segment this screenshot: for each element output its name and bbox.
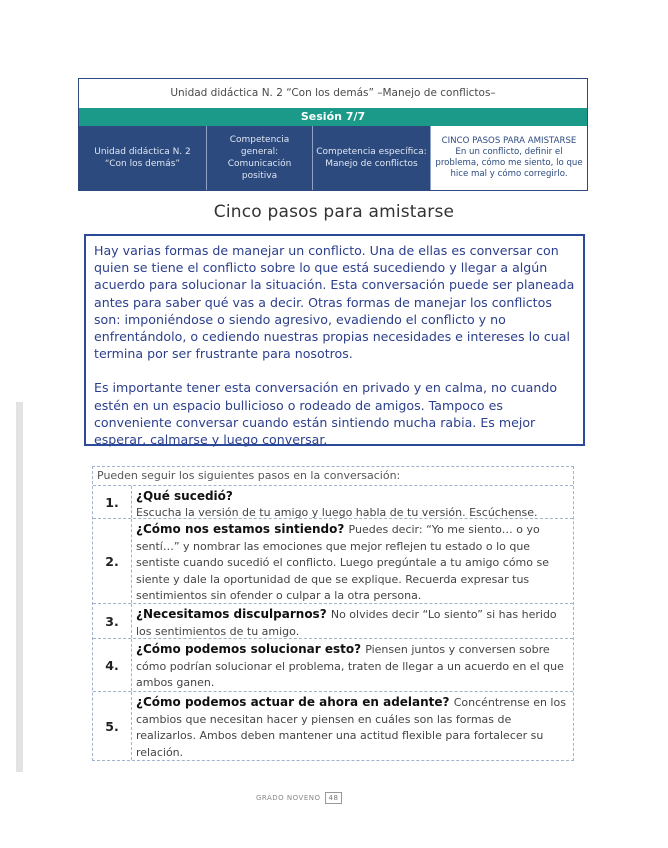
table-row [93, 692, 573, 760]
step-title: ¿Necesitamos disculparnos? [136, 607, 331, 621]
session-header-table [78, 78, 588, 191]
intro-paragraph: Hay varias formas de manejar un conflicto. Una de ellas es conversar con quien se tiene el conflicto sobre lo que está sucediendo y llegar a algún acuerdo para solucionar la situación. Esta conversación puede ser planeada antes para saber qué vas a decir. Otras formas de manejar los conflictos son: imponiéndose o siendo agresivo, evadiendo el conflicto y no enfrentándolo, o cediendo nuestras propias necesidades e intereses lo cual termina por ser frustrante para nosotros. [94, 243, 575, 362]
step-title: ¿Cómo podemos actuar de ahora en adelante? [136, 695, 454, 709]
step-number: 5. [93, 692, 132, 760]
intro-paragraph: Es importante tener esta conversación en privado y en calma, no cuando estén en un espacio bullicioso o rodeado de amigos. Tampoco es conveniente conversar cuando están sintiendo mucha rabia. Es mejor esperar, calmarse y luego conversar. [94, 380, 558, 448]
unit-cell [79, 126, 207, 190]
header-info-row [79, 126, 587, 190]
page-edge-bar [16, 402, 23, 772]
session-label: Sesión 7/7 [79, 108, 587, 126]
table-row [93, 604, 573, 639]
step-description: Puedes decir: “Yo me siento… o yo sentí…” y nombrar las emociones que mejor reflejen tu estado o lo que sentiste cuando sucedió el conflicto. Luego pregúntale a tu amigo cómo se siente y dale la oportunidad de que se explique. Recuerda expresar tus sentimientos sin ofender o culpar a la otra persona. [136, 523, 549, 603]
step-number: 1. [93, 486, 132, 518]
general-competence-line: positiva [241, 171, 278, 181]
unit-cell-line: Unidad didáctica N. 2 [94, 147, 191, 157]
steps-table [92, 466, 574, 761]
general-competence-line: Competencia general: [229, 135, 290, 157]
step-content [132, 604, 573, 638]
general-competence-cell [207, 126, 313, 190]
step-description: No olvides decir “Lo siento” si has herido los sentimientos de tu amigo. [136, 608, 557, 638]
specific-competence-cell [313, 126, 431, 190]
specific-competence-line: Manejo de conflictos [325, 159, 418, 169]
objective-body: En un conflicto, definir el problema, cómo me siento, lo que hice mal y cómo corregirlo. [435, 147, 583, 179]
specific-competence-line: Competencia específica: [316, 147, 427, 157]
objective-title: CINCO PASOS PARA AMISTARSE [441, 136, 577, 146]
page-number: 48 [325, 792, 343, 804]
step-description: Concéntrense en los cambios que necesitan hacer y piensen en cuáles son las formas de realizarlos. Ambos deben mantener una actitud flexible para fortalecer su relación. [136, 696, 566, 759]
table-row [93, 639, 573, 692]
step-number: 4. [93, 639, 132, 691]
step-number: 2. [93, 519, 132, 603]
step-content [132, 692, 573, 760]
general-competence-line: Comunicación [227, 159, 292, 169]
step-content [132, 486, 573, 518]
page-footer [256, 792, 342, 804]
objective-cell [431, 126, 587, 190]
unit-title: Unidad didáctica N. 2 “Con los demás” –Manejo de conflictos– [79, 79, 587, 108]
step-content [132, 639, 573, 691]
step-title: ¿Cómo nos estamos sintiendo? [136, 522, 349, 536]
step-title: ¿Qué sucedió? [136, 489, 233, 503]
step-number: 3. [93, 604, 132, 638]
step-title: ¿Cómo podemos solucionar esto? [136, 642, 366, 656]
page-title: Cinco pasos para amistarse [213, 202, 455, 222]
steps-intro: Pueden seguir los siguientes pasos en la conversación: [93, 467, 573, 486]
table-row [93, 519, 573, 604]
step-description: Piensen juntos y conversen sobre cómo podrían solucionar el problema, traten de llegar a un acuerdo en el que ambos ganen. [136, 643, 564, 690]
step-content [132, 519, 573, 603]
intro-box [84, 234, 585, 446]
footer-label: GRADO NOVENO [256, 794, 321, 802]
unit-cell-line: “Con los demás” [104, 159, 181, 169]
step-description: Escucha la versión de tu amigo y luego habla de tu versión. Escúchense. [136, 505, 538, 519]
table-row [93, 486, 573, 519]
